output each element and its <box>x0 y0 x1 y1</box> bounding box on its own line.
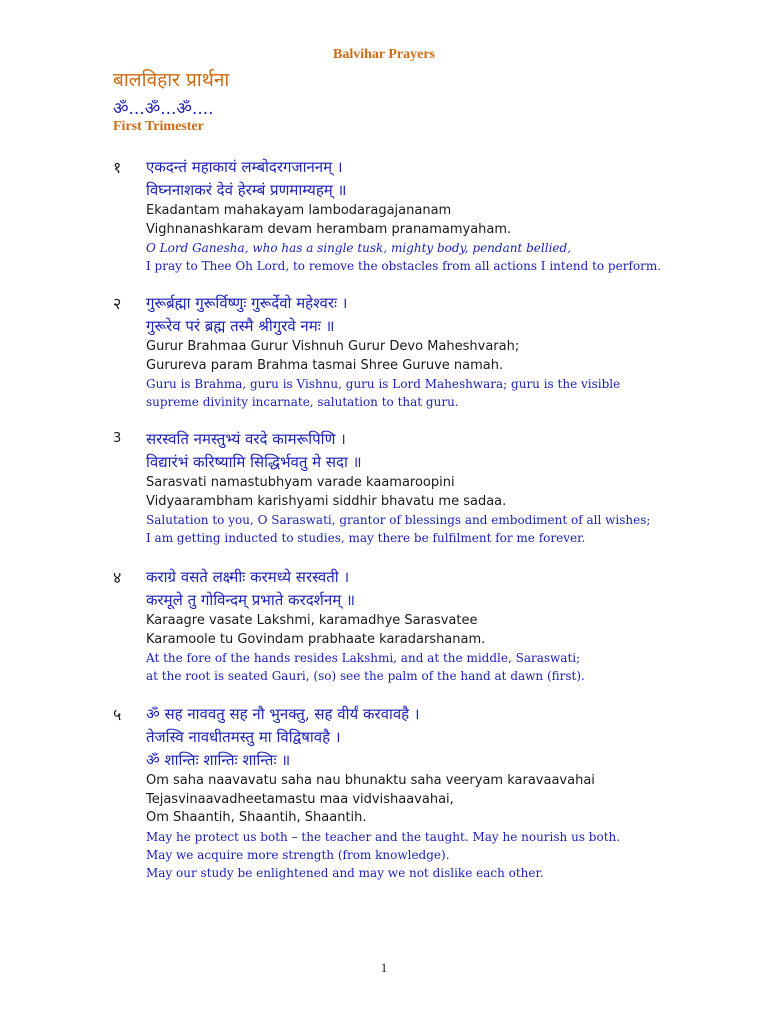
page-number: 1 <box>380 960 388 975</box>
sanskrit-line: गुरूरेव परं ब्रह्म तस्मै श्रीगुरवे नमः ॥ <box>146 317 335 335</box>
document-header-title: Balvihar Prayers <box>332 47 435 62</box>
transliteration-line: Om saha naavavatu saha nau bhunaktu saha veeryam karavaavahai <box>146 773 595 788</box>
verse-number: 3 <box>113 431 122 446</box>
sanskrit-line: सरस्वति नमस्तुभ्यं वरदे कामरूपिणि । <box>146 430 346 448</box>
meaning-line: at the root is seated Gauri, (so) see the palm of the hand at dawn (first). <box>146 669 585 683</box>
verse-number: ५ <box>113 705 122 724</box>
meaning-line: Guru is Brahma, guru is Vishnu, guru is Lord Maheshwara; guru is the visible <box>146 377 621 391</box>
sanskrit-line: गुरूर्ब्रह्मा गुरूर्विष्णुः गुरूर्देवो महेश्वरः । <box>146 294 348 312</box>
verse-body <box>146 703 746 882</box>
sanskrit-line: करमूले तु गोविन्दम् प्रभाते करदर्शनम् ॥ <box>146 591 355 609</box>
verse-body <box>146 566 746 685</box>
meaning-line: I am getting inducted to studies, may there be fulfilment for me forever. <box>146 531 586 545</box>
verse-body <box>146 428 746 547</box>
sanskrit-line: कराग्रे वसते लक्ष्मीः करमध्ये सरस्वती । <box>146 568 350 586</box>
transliteration-line: Gurureva param Brahma tasmai Shree Guruve namah. <box>146 357 504 373</box>
transliteration-line: Vidyaarambham karishyami siddhir bhavatu me sadaa. <box>146 493 507 509</box>
sanskrit-line: एकदन्तं महाकायं लम्बोदरगजाननम् । <box>146 158 343 176</box>
verse-body <box>146 292 746 411</box>
transliteration-line: Karamoole tu Govindam prabhaate karadarshanam. <box>146 631 486 647</box>
transliteration-line: Om Shaantih, Shaantih, Shaantih. <box>146 810 367 825</box>
section-heading: First Trimester <box>113 119 204 134</box>
meaning-line: O Lord Ganesha, who has a single tusk, mighty body, pendant bellied, <box>146 241 572 255</box>
sanskrit-line: ॐ शान्तिः शान्तिः शान्तिः ॥ <box>146 751 291 769</box>
transliteration-line: Ekadantam mahakayam lambodaragajananam <box>146 203 452 218</box>
meaning-line: May he protect us both – the teacher and the taught. May he nourish us both. <box>146 829 621 844</box>
transliteration-line: Sarasvati namastubhyam varade kaamaroopini <box>146 475 455 490</box>
sanskrit-line: ॐ सह नाववतु सह नौ भुनक्तु, सह वीर्यं करवावहै । <box>146 705 420 723</box>
meaning-line: May our study be enlightened and may we not dislike each other. <box>146 865 544 880</box>
meaning-line: supreme divinity incarnate, salutation to that guru. <box>146 395 459 409</box>
transliteration-line: Karaagre vasate Lakshmi, karamadhye Sarasvatee <box>146 613 478 628</box>
transliteration-line: Tejasvinaavadheetamastu maa vidvishaavahai, <box>146 791 454 807</box>
sanskrit-line: विघ्ननाशकरं देवं हेरम्बं प्रणमाम्यहम् ॥ <box>146 181 347 199</box>
verse-body <box>146 156 746 275</box>
transliteration-line: Gurur Brahmaa Gurur Vishnuh Gurur Devo Maheshvarah; <box>146 339 520 354</box>
hindi-title: बालविहार प्रार्थना <box>113 69 230 91</box>
sanskrit-line: तेजस्वि नावधीतमस्तु मा विद्विषावहै । <box>146 728 341 746</box>
om-invocation: ॐ...ॐ...ॐ.... <box>113 99 214 119</box>
verse-number: ४ <box>113 568 122 587</box>
sanskrit-line: विद्यारंभं करिष्यामि सिद्धिर्भवतु मे सदा ॥ <box>146 453 362 471</box>
meaning-line: May we acquire more strength (from knowledge). <box>146 847 450 862</box>
verse-number: १ <box>113 158 122 177</box>
meaning-line: At the fore of the hands resides Lakshmi, and at the middle, Saraswati; <box>146 651 581 665</box>
transliteration-line: Vighnanashkaram devam herambam pranamamyaham. <box>146 221 512 237</box>
meaning-line: Salutation to you, O Saraswati, grantor of blessings and embodiment of all wishes; <box>146 513 651 527</box>
verse-number: २ <box>113 294 122 313</box>
meaning-line: I pray to Thee Oh Lord, to remove the obstacles from all actions I intend to perform. <box>146 259 662 273</box>
